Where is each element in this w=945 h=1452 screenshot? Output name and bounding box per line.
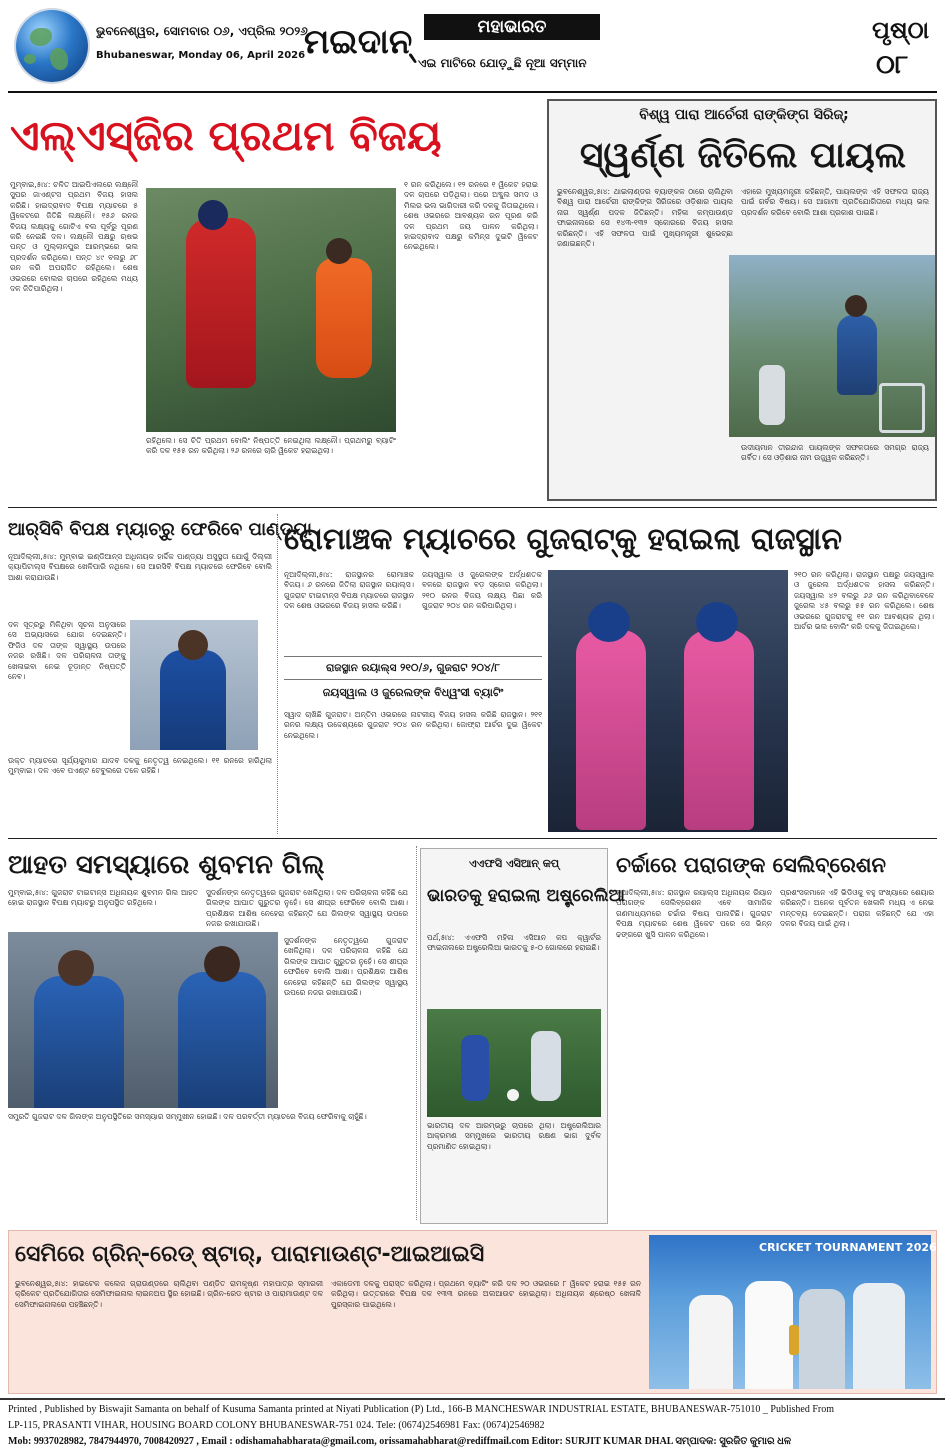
gill-photo-side-text: ସୁଦର୍ଶନଙ୍କ ନେତୃତ୍ୱରେ ଗୁଜରାଟ ଖେଳିଥିଲା। ଦଳ ପରିଚାଳନା କହିଛି ଯେ ଗିଲଙ୍କ ଆଘାତ ଗୁରୁତର ନୁହେଁ। ସେ ଶୀଘ୍ର ଫେରିବେ ବୋଲି ଆଶା। ପ୍ରଶିକ୍ଷକ ଆଶିଷ ନେହେରା କହିଛନ୍ତି ଯେ ଗିଲଙ୍କ ସ୍ୱାସ୍ଥ୍ୟ ଉପରେ ନଜର ରଖାଯାଉଛି। [284, 936, 408, 998]
rajasthan-lower-text: ସ୍ୱାଦ ଚାଖିଛି ଗୁଜରାଟ। ଅନ୍ତିମ ଓଭରରେ ନାଟକୀୟ ବିଜୟ ହାସଲ କରିଛି ରାଜସ୍ଥାନ। ୨୧୧ ରନର ଲକ୍ଷ୍ୟ ଉଦ୍ଦେଶ୍ୟରେ ଗୁଜରାଟ ୨୦୪ ରନ କରିଥିଲା। ଜୋଫ୍ରା ଆର୍ଚର ଦୁଇ ୱିକେଟ ନେଇଥିଲେ। [284, 710, 542, 740]
payal-column-2: ଏହାରେ ମୁଖ୍ୟମନ୍ତ୍ରୀ କହିଛନ୍ତି, ପାୟଲଙ୍କ ଏହି ସଫଳତା ରାଜ୍ୟ ପାଇଁ ଗର୍ବର ବିଷୟ। ସେ ଆଗାମୀ ପ୍ରତିଯୋଗିତାରେ ମଧ୍ୟ ଭଲ ପ୍ରଦର୍ଶନ କରିବେ ବୋଲି ଆଶା ପ୍ରକାଶ ପାଇଛି। [741, 187, 929, 217]
lsg-headline: ଏଲ୍‌ଏସ୍‌ଜିର ପ୍ରଥମ ବିଜୟ [10, 111, 442, 160]
lsg-column-1: ମୁମ୍ବାଇ,୫ା୪: ଚଳିତ ଆଇପିଏଲରେ ଲକ୍ଷ୍ନୌ ସୁପର ଜାଏଣ୍ଟସ ପ୍ରଥମ ବିଜୟ ହାସଲ କରିଛି। ହାଇଦ୍ରାବାଦ ବିପକ୍ଷ ମ୍ୟାଚରେ ୫ ୱିକେଟରେ ଜିତିଛି ଲକ୍ଷ୍ନୌ। ୧୫୬ ରନର ବିଜୟ ଲକ୍ଷ୍ୟକୁ ଗୋଟିଏ ବଲ ପୂର୍ବରୁ ପୂରଣ କରି ନେଇଛି ଦଳ। ଲକ୍ଷ୍ନୌ ପକ୍ଷରୁ ଋଷଭ ପନ୍ତ ଓ ମୁଲ୍ଲାନପୁର ଆରମ୍ଭରେ ଭଲ ପ୍ରଦର୍ଶନ କରିଥିଲେ। ପନ୍ତ ୪୯ ବଲରୁ ୬୮ ରନ କରି ଅପରାଜିତ ରହିଥିଲେ। ଶେଷ ଓଭରରେ ବୋଲର ଚାପରେ ରହିଥିଲେ ମଧ୍ୟ ଦଳ ଜିତିପାରିଥିଲା। [10, 180, 138, 294]
gill-story [0, 842, 414, 1224]
semifinal-headline: ସେମିରେ ଗ୍ରିନ୍-ରେଡ୍ ଷ୍ଟାର୍, ପାରାମାଉଣ୍ଟ-ଆଇଆଇସି [15, 1242, 485, 1267]
parag-column-2: ପ୍ରଶଂସକମାନେ ଏହି ଭିଡିଓକୁ ବହୁ ସଂଖ୍ୟାରେ ଶେୟାର କରିଛନ୍ତି। ଅନେକ ପୂର୍ବତନ ଖେଳାଳି ମଧ୍ୟ ଏ ନେଇ ମନ୍ତବ୍ୟ ଦେଇଛନ୍ତି। ପରାଗ କହିଛନ୍ତି ଯେ ଏହା ଦଳର ବିଜୟ ପାଇଁ ଥିଲା। [780, 888, 934, 929]
rajasthan-players-photo [548, 570, 788, 832]
gill-headline: ଆହତ ସମସ୍ୟାରେ ଶୁବମନ ଗିଲ୍ [8, 850, 325, 880]
semifinal-body-2: ଏକାଡେମୀ ଦଳକୁ ପରାସ୍ତ କରିଥିଲା। ପ୍ରଥମେ ବ୍ୟାଟିଂ କରି ଦଳ ୨୦ ଓଭରରେ ୮ ୱିକେଟ ହରାଇ ୧୫୫ ରନ କରିଥିଲା। ଉତ୍ତରରେ ବିପକ୍ଷ ଦଳ ୧୩୩ ରନରେ ଅଲଆଉଟ ହୋଇଥିଲା। ଅଧିନାୟକ ଶ୍ରେଷ୍ଠ ଖେଳାଳି ପୁରସ୍କାର ପାଇଥିଲେ। [331, 1279, 641, 1309]
payal-headline: ସ୍ୱର୍ଣ୍ଣ ଜିତିଲେ ପାୟଲ [579, 135, 907, 176]
semifinal-story [8, 1230, 937, 1394]
lsg-photo-caption-text: ରହିଥିଲେ। ସେ ଚିତି ପ୍ରଥମ ବୋଲିଂ ନିଷ୍ପତ୍ତି ନେଇଥିଲା ଲକ୍ଷ୍ନୌ। ପ୍ରଥମରୁ ବ୍ୟାଟିଂ କରି ଦଳ ୧୫୫ ରନ କରିଥିଲା। ୨୬ ରନରେ ଚାରି ୱିକେଟ ହରାଇଥିଲା। [146, 436, 396, 456]
semifinal-award-photo [649, 1235, 937, 1389]
rajasthan-headline: ରୋମାଞ୍ଚକ ମ୍ୟାଚରେ ଗୁଜରାଟ୍‌କୁ ହରାଇଲା ରାଜସ୍ଥାନ [284, 522, 843, 557]
masthead-divider [8, 91, 937, 93]
gill-bottom: ସମ୍ପ୍ରତି ଗୁଜରାଟ ଦଳ ଗିଲଙ୍କ ଅନୁପସ୍ଥିତିରେ ସମସ୍ୟାର ସମ୍ମୁଖୀନ ହୋଇଛି। ଦଳ ପରବର୍ତ୍ତୀ ମ୍ୟାଚରେ ବିଜୟ ଫେରିବାକୁ ଚାହୁଁଛି। [8, 1112, 367, 1121]
date-english: Bhubaneswar, Monday 06, April 2026 [96, 50, 306, 61]
afc-headline: ଭାରତକୁ ହରାଇଲା ଅଷ୍ଟ୍ରେଲିଆ [427, 886, 625, 906]
paper-name: ମହାଭାରତ [477, 17, 547, 37]
pandya-headline: ଆର୍‌ସିବି ବିପକ୍ଷ ମ୍ୟାଚ୍‌ରୁ ଫେରିବେ ପାଣ୍ଡ୍ୟା [8, 519, 312, 540]
pandya-bottom: ଉକ୍ତ ମ୍ୟାଚରେ ସୂର୍ଯ୍ୟକୁମାର ଯାଦବ ଦଳକୁ ନେତୃତ୍ୱ ନେଇଥିଲେ। ୧୧ ରନରେ ହାରିଥିଲା ମୁମ୍ବାଇ। ଦଳ ଏବେ ପଏଣ୍ଟ ଟେବୁଲରେ ତଳେ ରହିଛି। [8, 756, 272, 776]
rajasthan-score-line: ରାଜସ୍ଥାନ ରୟାଲ୍ସ ୨୧୦/୬, ଗୁଜରାଟ ୨୦୪/୮ [284, 656, 542, 680]
globe-icon [16, 10, 88, 82]
afc-story [420, 848, 625, 1224]
semifinal-body-1: ଭୁବନେଶ୍ୱର,୫ା୪: ହାଇଟେକ କଲେଜ ଗ୍ରାଉଣ୍ଡରେ ଚାଲିଥିବା ପଣ୍ଡିତ ରାମକୃଷ୍ଣ ମହାପାତ୍ର ସ୍ମାରକୀ କ୍ରିକେଟ ପ୍ରତିଯୋଗିତାର ସେମିଫାଇନାଲ ଲାଇନଅପ ସ୍ଥିର ହୋଇଛି। ଗ୍ରିନ-ରେଡ ଷ୍ଟାର ଓ ପାରାମାଉଣ୍ଟ ଦଳ ସେମିଫାଇନାଲରେ ପହଞ୍ଚିଛନ୍ତି। [15, 1279, 323, 1309]
parag-column-1: ନୂଆଦିଲ୍ଲୀ,୫ା୪: ରାଜସ୍ଥାନ ରୟାଲ୍ସ ଅଧିନାୟକ ରିୟାନ ପରାଗଙ୍କ ସେଲିବ୍ରେଶନ ଏବେ ସାମାଜିକ ଗଣମାଧ୍ୟମରେ ଚର୍ଚ୍ଚାର ବିଷୟ ପାଲଟିଛି। ଗୁଜରାଟ ବିପକ୍ଷ ମ୍ୟାଚରେ ଶେଷ ୱିକେଟ ପରେ ସେ ଭିନ୍ନ ଢଙ୍ଗରେ ଖୁସି ପାଳନ କରିଥିଲେ। [616, 888, 772, 939]
date-odia: ଭୁବନେଶ୍ୱର, ସୋମବାର ୦୬, ଏପ୍ରିଲ ୨୦୨୬ [96, 24, 308, 38]
paper-name-logo [424, 14, 600, 40]
rajasthan-column-2: ଜୟସ୍ୱାଲ ଓ ଜୁରେଲଙ୍କ ଅର୍ଦ୍ଧଶତକ ବଳରେ ରାଜସ୍ଥାନ ବଡ଼ ସ୍କୋର କରିଥିଲା। ୨୧୦ ରନର ବିଜୟ ଲକ୍ଷ୍ୟ ପିଛା କରି ଗୁଜରାଟ ୨୦୪ ରନ କରିପାରିଥିଲା। [422, 570, 542, 611]
section-title: ମଇଦାନ୍ [304, 22, 413, 62]
pandya-story [0, 512, 312, 838]
rajasthan-right-column: ୨୧୦ ରନ କରିଥିଲା। ରାଜସ୍ଥାନ ପକ୍ଷରୁ ଜୟସ୍ୱାଲ ଓ ଜୁରେଲ ଅର୍ଦ୍ଧଶତକ ହାସଲ କରିଛନ୍ତି। ଜୟସ୍ୱାଲ ୪୨ ବଲରୁ ୬୬ ରନ କରିଥିବାବେଳେ ଜୁରେଲ ୪୫ ବଲରୁ ୫୫ ରନ କରିଥିଲେ। ଶେଷ ଓଭରରେ ଗୁଜରାଟକୁ ୧୧ ରନ ଆବଶ୍ୟକ ଥିଲା। ଆର୍ଚର ଭଲ ବୋଲିଂ କରି ଦଳକୁ ଜିତାଇଥିଲେ। [794, 570, 934, 632]
payal-story [547, 99, 937, 501]
section-divider-2 [8, 838, 937, 839]
pandya-body: ଦଳ ସୂତ୍ରରୁ ମିଳିଥିବା ସୂଚନା ଅନୁସାରେ ସେ ଅଭ୍ୟାସରେ ଯୋଗ ଦେଇଛନ୍ତି। ଫିଜିଓ ଦଳ ତାଙ୍କ ସ୍ୱାସ୍ଥ୍ୟ ଉପରେ ନଜର ରଖିଛି। ଦଳ ପରିଚାଳନା ତାଙ୍କୁ ଖେଳାଇବା ନେଇ ଚୂଡ଼ାନ୍ତ ନିଷ୍ପତ୍ତି ନେବ। [8, 620, 126, 682]
page-number: ୦୮ [876, 50, 909, 80]
rajasthan-subheadline: ଜୟସ୍ୱାଲ ଓ ଜୁରେଲଙ୍କ ବିଧ୍ୱଂସୀ ବ୍ୟାଟିଂ [322, 686, 504, 699]
afc-intro: ପର୍ଥ,୫ା୪: ଏଏଫସି ମହିଳା ଏସିଆନ କପ କ୍ୱାର୍ଟର ଫାଇନାଲରେ ଅଷ୍ଟ୍ରେଲିଆ ଭାରତକୁ ୫-୦ ଗୋଲରେ ହରାଇଛି। [427, 933, 601, 953]
section-divider-1 [8, 507, 937, 508]
masthead [0, 0, 945, 92]
tournament-banner-text: CRICKET TOURNAMENT 2026 [759, 1241, 937, 1254]
payal-bottom-text: ଉଦୀୟମାନ ତୀରନ୍ଦାଜ ପାୟଲଙ୍କ ସଫଳତାରେ ସମଗ୍ର ରାଜ୍ୟ ଗର୍ବିତ। ସେ ଓଡ଼ିଶାର ନାମ ଉଜ୍ଜ୍ୱଳ କରିଛନ୍ତି। [741, 443, 929, 463]
page-label: ପୃଷ୍ଠା [872, 16, 930, 44]
lsg-batsman-photo [146, 188, 396, 432]
lsg-story [0, 96, 544, 501]
pandya-photo [130, 620, 258, 750]
afc-football-photo [427, 1009, 601, 1117]
rajasthan-story [280, 512, 937, 838]
gill-intro: ମୁମ୍ବାଇ,୫ା୪: ଗୁଜରାଟ ଟାଇଟାନ୍ସ ଅଧିନାୟକ ଶୁବମନ ଗିଲ ଆହତ ହୋଇ ରାଜସ୍ଥାନ ବିପକ୍ଷ ମ୍ୟାଚରୁ ଅନୁପସ୍ଥିତ ରହିଥିଲେ। [8, 888, 198, 908]
afc-body: ଭାରତୀୟ ଦଳ ଆରମ୍ଭରୁ ଚାପରେ ଥିଲା। ଅଷ୍ଟ୍ରେଲିଆର ଆକ୍ରମଣ ସମ୍ମୁଖରେ ଭାରତୀୟ ରକ୍ଷଣ ଭାଗ ଦୁର୍ବଳ ପ୍ରମାଣିତ ହୋଇଥିଲା। [427, 1121, 601, 1151]
rajasthan-column-1: ନୂଆଦିଲ୍ଲୀ,୫ା୪: ରାଜସ୍ଥାନର ରୋମାଞ୍ଚକ ବିଜୟ। ୬ ରନରେ ଜିତିଲା ରାଜସ୍ଥାନ ରୟାଲ୍ସ। ଗୁଜରାଟ ଟାଇଟାନ୍ସ ବିପକ୍ଷ ମ୍ୟାଚରେ ରାଜସ୍ଥାନ ଦଳ ଶେଷ ଓଭରରେ ବିଜୟ ହାସଲ କରିଛି। [284, 570, 414, 611]
parag-headline: ଚର୍ଚ୍ଚାରେ ପରାଗଙ୍କ ସେଲିବ୍ରେଶନ [616, 853, 887, 877]
column-divider-gill [416, 846, 417, 1220]
gill-photo [8, 932, 278, 1108]
footer [0, 1398, 945, 1452]
payal-archery-photo [729, 255, 935, 437]
lsg-column-3: ୧ ରନ କରିଥିଲେ। ୧୨ ରନରେ ୧ ୱିକେଟ ହରାଇ ଦଳ ଚାପରେ ପଡ଼ିଥିଲା। ପରେ ଅବ୍ଦୁଲ ସମଦ ଓ ମିଲର ଭଲ ଭାଗିଦାରୀ କରି ଦଳକୁ ଜିତାଇଥିଲେ। ଶେଷ ଓଭରରେ ଆବଶ୍ୟକ ରନ ପୂରଣ କରି ଦଳ ପ୍ରଥମ ଜୟ ପାଳନ କରିଥିଲା। ହାଇଦ୍ରାବାଦ ପକ୍ଷରୁ କମିନ୍ସ ଦୁଇଟି ୱିକେଟ ନେଇଥିଲେ। [404, 180, 538, 252]
parag-story [612, 842, 937, 1224]
tagline: ଏଇ ମାଟିରେ ଯୋଡ଼ୁଛି ନୂଆ ସମ୍ମାନ [418, 56, 587, 70]
pandya-intro: ନୂଆଦିଲ୍ଲୀ,୫ା୪: ମୁମ୍ବାଇ ଇଣ୍ଡିଆନ୍ସ ଅଧିନାୟକ ହାର୍ଦ୍ଦିକ ପାଣ୍ଡ୍ୟା ଅସୁସ୍ଥତା ଯୋଗୁଁ ଦିଲ୍ଲୀ କ୍ୟାପିଟାଲ୍ସ ବିପକ୍ଷରେ ଖେଳିପାରି ନଥିଲେ। ସେ ଆରସିବି ବିପକ୍ଷ ମ୍ୟାଚରେ ଫେରିବେ ବୋଲି ଆଶା କରାଯାଉଛି। [8, 552, 272, 582]
payal-kicker: ବିଶ୍ୱ ପାରା ଆର୍ଚେରୀ ରାଙ୍କିଙ୍ଗ ସିରିଜ୍; [639, 107, 849, 123]
footer-line-3: Mob: 9937028982, 7847944970, 7008420927 , Email : odishamahabharata@gmail.com, orissamahabharat@rediffmail.com Editor: SURJIT KUMAR DHAL ସମ୍ପାଦକ: ସୁରଜିତ କୁମାର ଧଳ [8, 1436, 792, 1447]
gill-right-column: ସୁଦର୍ଶନଙ୍କ ନେତୃତ୍ୱରେ ଗୁଜରାଟ ଖେଳିଥିଲା। ଦଳ ପରିଚାଳନା କହିଛି ଯେ ଗିଲଙ୍କ ଆଘାତ ଗୁରୁତର ନୁହେଁ। ସେ ଶୀଘ୍ର ଫେରିବେ ବୋଲି ଆଶା। ପ୍ରଶିକ୍ଷକ ଆଶିଷ ନେହେରା କହିଛନ୍ତି ଯେ ଗିଲଙ୍କ ସ୍ୱାସ୍ଥ୍ୟ ଉପରେ ନଜର ରଖାଯାଉଛି। [206, 888, 408, 929]
afc-kicker: ଏଏଫସି ଏସିଆନ୍ କପ୍ [468, 857, 560, 870]
footer-line-2: LP-115, PRASANTI VIHAR, HOUSING BOARD COLONY BHUBANESWAR-751 024. Tele: (0674)2546981 Fax: (0674)2546982 [8, 1420, 545, 1431]
footer-line-1: Printed , Published by Biswajit Samanta on behalf of Kusuma Samanta printed at Niyati Publication (P) Ltd., 166-B MANCHESWAR INDUSTRIAL ESTATE, BHUBANESWAR-751010 _ Published From [8, 1404, 834, 1415]
column-divider-pandya [277, 514, 278, 834]
payal-column-1: ଭୁବନେଶ୍ୱର,୫ା୪: ଥାଇଲାଣ୍ଡର ବ୍ୟାଙ୍କକ ଠାରେ ଚାଲିଥିବା ବିଶ୍ୱ ପାରା ଆର୍ଚେରୀ ରାଙ୍କିଙ୍ଗ ସିରିଜରେ ଓଡ଼ିଶାର ପାୟଲ ନାଗ ସ୍ୱର୍ଣ୍ଣ ପଦକ ଜିତିଛନ୍ତି। ମହିଳା କମ୍ପାଉଣ୍ଡ ଫାଇନାଲରେ ସେ ୧୪୩-୧୩୨ ସ୍କୋରରେ ବିଜୟ ହାସଲ କରିଛନ୍ତି। ଏହି ସଫଳତା ପାଇଁ ମୁଖ୍ୟମନ୍ତ୍ରୀ ଶୁଭେଚ୍ଛା ଜଣାଇଛନ୍ତି। [557, 187, 733, 249]
